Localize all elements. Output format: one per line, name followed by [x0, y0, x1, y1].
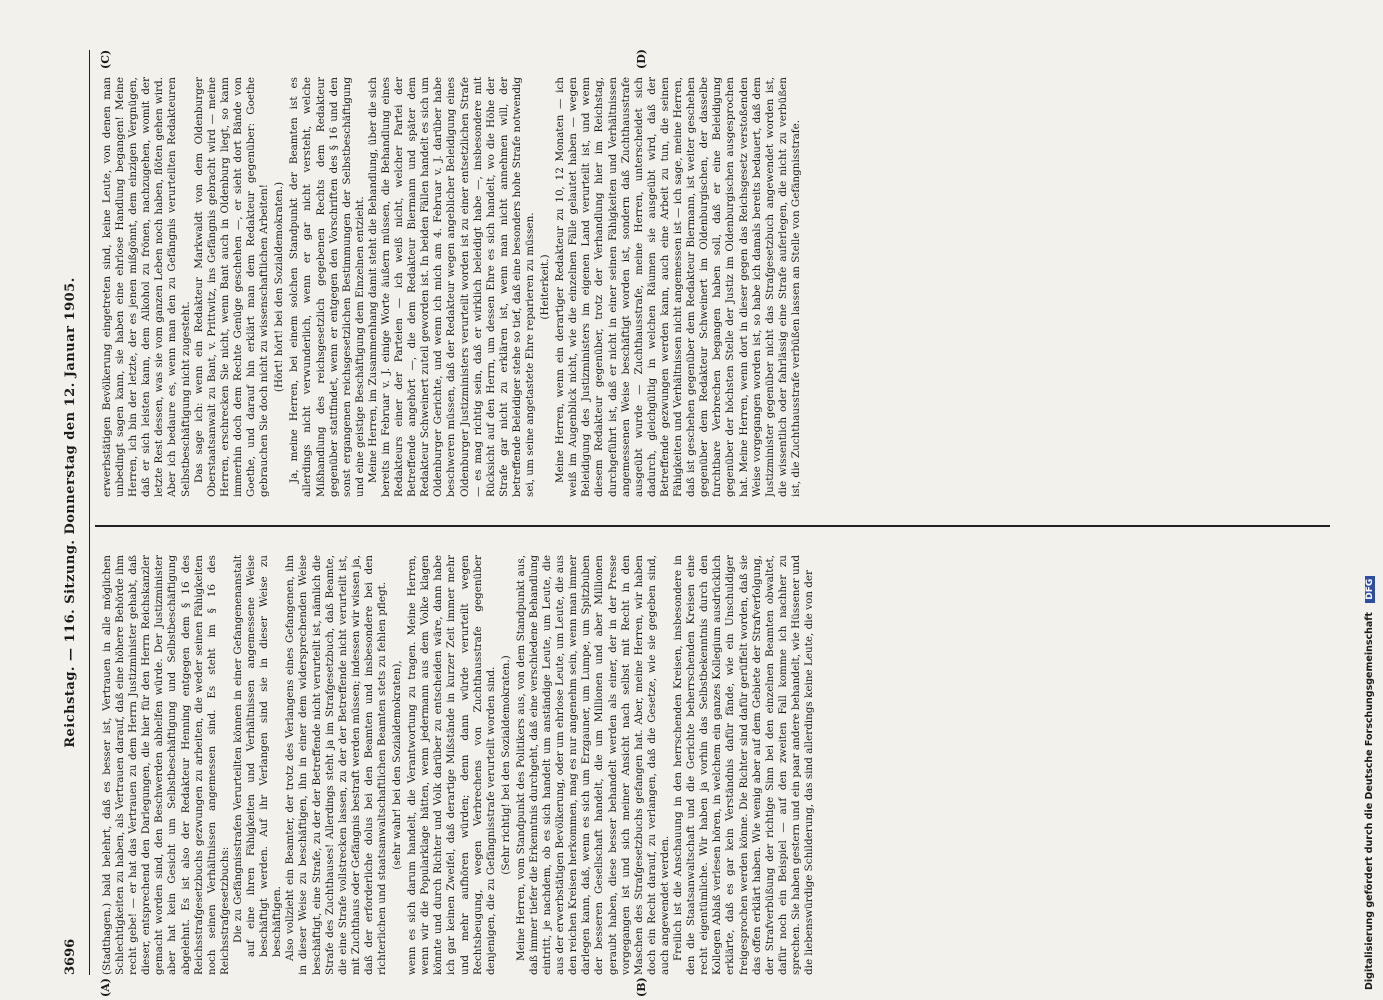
paragraph: (Stadthagen.) bald belehrt, daß es besser ist, Vertrauen in alle möglichen Schlechtigkeiten zu haben, als Vertrauen darauf, daß eine höhere Behörde ihm recht gebe! — er hat das Vertrauen zu dem Herrn Justizminister gehabt, daß dieser, entsprechend den Darlegungen, die hier für den Herrn Reichskanzler gemacht worden sind, den Beschwerden abhelfen würde. Der Justizminister aber hat kein Gesicht um Selbstbeschäftigung und Selbstbeschäftigung abgelehnt. Es ist also der Redakteur Henning entgegen dem § 16 des Reichsstrafgesetzbuchs gezwungen zu arbeiten, die weder seinen Fähigkeiten noch seinen Verhältnissen angemessen sind. Es steht im § 16 des Reichsstrafgesetzbuchs:: [101, 555, 231, 975]
paragraph: Meine Herren, im Zusammenhang damit steht die Behandlung, über die sich bereits im Februar v. J. einige Worte äußern müssen, die Behandlung eines Redakteurs einer der Parteien — ich weiß nicht, welcher Partei der Betreffende angehört —, die dem Redakteur Biermann und später dem Redakteur Schweinert zuteil geworden ist. In beiden Fällen handelt es sich um Oldenburger Gerichte, und wenn ich mich am 4. Februar v. J. darüber habe beschweren müssen, daß der Redakteur wegen angeblicher Beleidigung eines Oldenburger Justizministers verurteilt worden ist zu einer entsetzlichen Strafe — es mag richtig sein, daß er wirklich beleidigt habe —, insbesondere mit Rücksicht auf den Herrn, um dessen Ehre es sich handelt, wo die Höhe der Strafe gar nicht zu erklären ist, wenn man nicht annehmen will, der betreffende Beleidiger stehe so tief, daß eine besonders hohe Strafe notwendig sei, um seine angetastete Ehre reparieren zu müssen.: [366, 77, 536, 497]
paragraph: Ja, meine Herren, bei einem solchen Standpunkt der Beamten ist es allerdings nicht verwunderlich, wenn er gar nicht versteht, welche Mißhandlung des reichsgesetzlich gegebenen Rechts dem Redakteur gegenüber stattfindet, wenn er entgegen den Vorschriften des § 16 und den sonst ergangenen reichsgesetzlichen Bestimmungen der Selbstbeschäftigung und eine geistige Beschäftigung dem Einzelnen entzieht.: [288, 77, 366, 497]
paragraph: Also vollzieht ein Beamter, der trotz des Verlangens eines Gefangenen, ihn in dieser Weise zu beschäftigen, ihn in einer dem widersprechenden Weise beschäftigt, eine Strafe, zu der der Betreffende nicht verurteilt ist, nämlich die Strafe des Zuchthauses! Allerdings steht ja im Strafgesetzbuch, daß Beamte, die eine Strafe vollstrecken lassen, zu der der Betreffende nicht verurteilt ist, mit Zuchthaus oder Gefängnis bestraft werden müssen; indessen wir wissen ja, daß der erforderliche dolus bei den Beamten und insbesondere bei den richterlichen und staatsanwaltschaftlichen Beamten stets zu fehlen pflegt.: [284, 555, 388, 975]
digitization-credit: [1364, 0, 1375, 990]
paragraph: erwerbstätigen Bevölkerung eingetreten sind, keine Leute, von denen man unbedingt sagen kann, sie haben eine ehrlose Handlung begangen! Meine Herren, ich bin der letzte, der es jenen mißgönnt, dem einzigen Vergnügen, daß er sich leisten kann, dem Alkohol zu frönen, nachzugehen, womit der letzte Rest dessen, was sie vom ganzen Leben noch haben, flöten gehen wird. Aber ich bedaure es, wenn man den zu Gefängnis verurteilten Redakteuren Selbstbeschäftigung nicht zugesteht.: [101, 77, 192, 497]
interjection: (Heiterkeit.): [539, 254, 552, 320]
margin-marker-a: (A): [99, 978, 112, 997]
right-column: [101, 77, 1326, 497]
statute-quote: Die zu Gefängnisstrafen Verurteilten können in einer Gefangenenanstalt auf eine ihren Fähigkeiten und Verhältnissen angemessene Weise beschäftigt werden. Auf ihr Verlangen sind sie in dieser Weise zu beschäftigen.: [231, 555, 284, 957]
margin-marker-b: (B): [635, 977, 648, 997]
left-column: [101, 555, 1326, 975]
interjection: (sehr wahr! bei den Sozialdemokraten),: [391, 660, 404, 870]
column-divider: [95, 526, 1330, 528]
paragraph: Freilich ist die Anschauung in den herrschenden Kreisen, insbesondere in den die Staatsanwaltschaft und die Gerichte beherrschenden Kreisen eine recht eigentümliche. Wir haben ja vorhin das Selbstbekenntnis durch den Kollegen Ablaß verlesen hören, in welchem ein ganzes Kollegium ausdrücklich erklärte, daß es gar kein Verständnis dafür fände, wie ein Unschuldiger freigesprochen werden könne. Die Richter sind dafür gerüffelt worden, daß sie das offen erklärt haben. Wie wenig aber auf dem Gebiete der Strafverfolgung, der Strafverbüßung der richtige Sinn bei den einzelnen Beamten obwaltet, dafür noch ein Beispiel — auf den zweiten Fall komme ich nachher zu sprechen. Sie haben gestern und ein paar andere behandelt, wie Hüssener und die liebenswürdige Schilderung, das sind allerdings keine Leute, die von der: [672, 555, 815, 975]
rotated-page-content: [55, 49, 1345, 997]
page-running-title: Reichstag. — 116. Sitzung. Donnerstag den 12. Januar 1905.: [63, 277, 78, 748]
interjection: (Sehr richtig! bei den Sozialdemokraten.): [499, 655, 512, 875]
page-header: [55, 50, 90, 975]
paragraph: Meine Herren, vom Standpunkt des Politikers aus, von dem Standpunkt aus, daß immer tiefer die Erkenntnis durchgeht, daß eine verschiedene Behandlung eintritt, je nachdem, ob es sich handelt um anständige Leute, um Leute, die aus der erwerbstätigen Bevölkerung, oder um ehrlose Leute, um Leute, die aus den reichen Kreisen herkommen, mag es nur angenehm sein, wenn man immer darlegen kann, daß, wenn es sich um Erzgauner, um Lumpe, um Spitzbuben der besseren Gesellschaft handelt, die um Millionen und aber Millionen geraubt haben, diese besser behandelt werden als einer, der in der Presse vorgegangen ist und sich meiner Ansicht nach selbst mit Recht in den Maschen des Strafgesetzbuchs gefangen hat. Aber, meine Herren, wir haben doch ein Recht darauf, zu verlangen, daß die Gesetze, wie sie gegeben sind, auch angewendet werden.: [514, 555, 671, 975]
margin-marker-d: (D): [635, 49, 648, 69]
margin-marker-c: (C): [99, 49, 112, 69]
paragraph: wenn es sich darum handelt, die Verantwortung zu tragen. Meine Herren, wenn wir die Popularklage hätten, wenn jedermann aus dem Volke klagen könnte und durch Richter und Volk darüber zu entscheiden wäre, dann habe ich gar keinen Zweifel, daß derartige Mißstände in kurzer Zeit immer mehr und mehr aufhören würden; denn dann würde verurteilt wegen Rechtsbeugung, wegen Verbrechens von Zuchthausstrafe gegenüber denjenigen, die zu Gefängnisstrafe verurteilt worden sind.: [406, 555, 497, 975]
dfg-logo: DFG: [1365, 576, 1375, 603]
paragraph: Das sage ich: wenn ein Redakteur Markwaldt von dem Oldenburger Oberstaatsanwalt zu Bant, v. Prittwitz, ins Gefängnis gebracht wird — meine Herren, erschrecken Sie nicht, wenn Bant auch in Oldenburg liegt, so kann immerhin doch dem Rechte Genüge geschehen —, er sieht dort Bände von Goethe, und darauf hin erklärt man dem Redakteur gegenüber: Goethe gebrauchen Sie doch nicht zu wissenschaftlichen Arbeiten!: [192, 77, 271, 497]
page-number: 3696: [63, 938, 78, 975]
interjection: (Hört! hört! bei den Sozialdemokraten.): [273, 181, 286, 393]
paragraph: Meine Herren, wenn ein derartiger Redakteur zu 10, 12 Monaten — ich weiß im Augenblick nicht, wie die einzelnen Fälle gelautet haben — wegen Beleidigung des Justizministers im eigenen Land verurteilt ist, und wenn diesem Redakteur gegenüber, trotz der Verhandlung hier im Reichstag, durchgeführt ist, daß er nicht in einer seinen Fähigkeiten und Verhältnissen angemessenen Weise beschäftigt worden ist, sondern daß Zuchthausstrafe ausgeübt wurde — Zuchthausstrafe, meine Herren, unterscheidet sich dadurch, gleichgültig in welchen Räumen sie ausgeübt wird, daß der Betreffende gezwungen werden kann, auch eine Arbeit zu tun, die seinen Fähigkeiten und Verhältnissen nicht angemessen ist — ich sage, meine Herren, daß ist geschehen gegenüber dem Redakteur Biermann, ist weiter geschehen gegenüber dem Redakteur Schweinert im Oldenburgischen, der dasselbe furchtbare Verbrechen begangen haben soll, daß er eine Beleidigung gegenüber der höchsten Stelle der Justiz im Oldenburgischen ausgesprochen hat. Meine Herren, wenn dort in dieser gegen das Reichsgesetz verstoßenden Weise vorgegangen worden ist, so habe ich damals bereits bedauert, daß dem Justizminister gegenüber nicht das Strafgesetzbuch angewendet worden ist, die wissentlich oder fahrlässig eine Strafe auferlegen, die nicht zu verbüßen ist, die Zuchthausstrafe verbüßen lassen an Stelle von Gefängnisstrafe.: [554, 77, 802, 497]
credit-text: Digitalisierung gefördert durch die Deutsche Forschungsgemeinschaft: [1364, 612, 1375, 990]
